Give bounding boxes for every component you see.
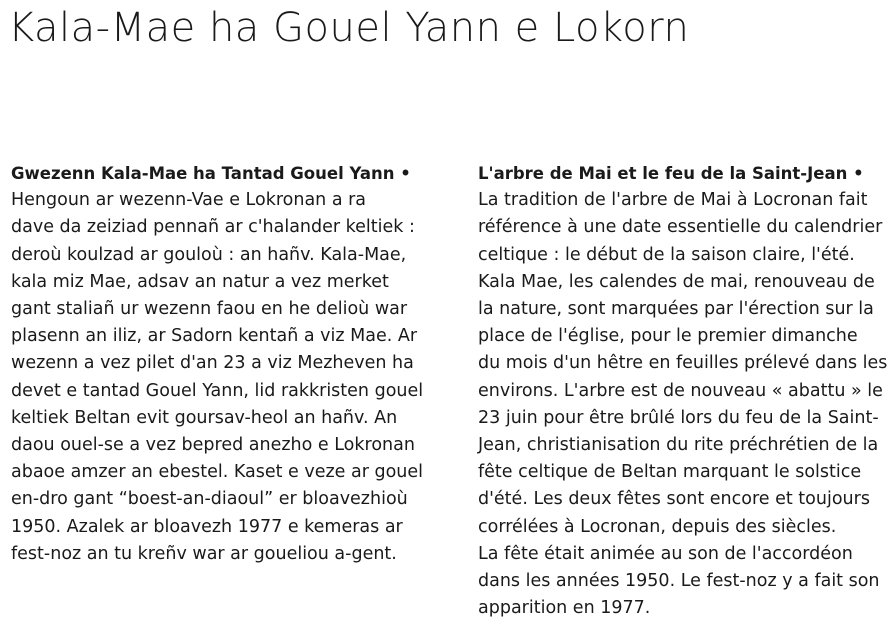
breton-heading-bullet: • [400, 164, 411, 183]
french-column [478, 160, 890, 622]
breton-line: abaoe amzer an ebestel. Kaset e veze ar gouel [11, 462, 424, 483]
french-heading [478, 160, 890, 187]
breton-line: en-dro gant “boest-an-diaoul” er bloavezhioù [11, 489, 408, 510]
french-heading-bullet: • [853, 164, 864, 183]
french-heading-text: L'arbre de Mai et le feu de la Saint-Jean [478, 164, 848, 183]
french-line: 23 juin pour être brûlé lors du feu de la Saint- [478, 407, 879, 428]
french-line: apparition en 1977. [478, 598, 651, 619]
breton-line: Hengoun ar wezenn-Vae e Lokronan a ra [11, 190, 367, 211]
breton-line: fest-noz an tu kreñv war ar goueliou a-gent. [11, 543, 397, 564]
french-line: corrélées à Locronan, depuis des siècles. [478, 516, 837, 537]
french-line: Kala Mae, les calendes de mai, renouveau de [478, 271, 875, 292]
page-title: Kala-Mae ha Gouel Yann e Lokorn [8, 5, 690, 51]
breton-line: devet e tantad Gouel Yann, lid rakkristen gouel [11, 380, 424, 401]
breton-line: 1950. Azalek ar bloavezh 1977 e kemeras ar [11, 516, 403, 537]
breton-line: wezenn a vez pilet d'an 23 a viz Mezheven ha [11, 353, 414, 374]
breton-line: dave da zeiziad pennañ ar c'halander keltiek : [11, 217, 415, 238]
french-line: fête celtique de Beltan marquant le solstice [478, 462, 862, 483]
french-line: la nature, sont marquées par l'érection sur la [478, 299, 874, 320]
breton-line: keltiek Beltan evit goursav-heol an hañv. An [11, 407, 398, 428]
breton-line: gant staliañ ur wezenn faou en he delioù war [11, 299, 408, 320]
french-line: place de l'église, pour le premier dimanche [478, 326, 858, 347]
breton-heading-text: Gwezenn Kala-Mae ha Tantad Gouel Yann [11, 164, 395, 183]
french-line: d'été. Les deux fêtes sont encore et toujours [478, 489, 870, 510]
french-line: celtique : le début de la saison claire, l'été. [478, 244, 855, 265]
breton-heading [11, 160, 431, 187]
french-line: environs. L'arbre est de nouveau « abattu » le [478, 380, 883, 401]
french-line: référence à une date essentielle du calendrier [478, 217, 883, 238]
french-line: du mois d'un hêtre en feuilles prélevé dans les [478, 353, 888, 374]
breton-line: kala miz Mae, adsav an natur a vez merket [11, 271, 389, 292]
french-line: La fête était animée au son de l'accordéon [478, 543, 853, 564]
french-line: Jean, christianisation du rite préchrétien de la [478, 435, 879, 456]
french-line: La tradition de l'arbre de Mai à Locronan fait [478, 190, 868, 211]
breton-line: deroù koulzad ar gouloù : an hañv. Kala-Mae, [11, 244, 407, 265]
breton-line: daou ouel-se a vez bepred anezho e Lokronan [11, 435, 415, 456]
french-line: dans les années 1950. Le fest-noz y a fait son [478, 571, 880, 592]
breton-line: plasenn an iliz, ar Sadorn kentañ a viz Mae. Ar [11, 326, 418, 347]
breton-column [11, 160, 431, 568]
